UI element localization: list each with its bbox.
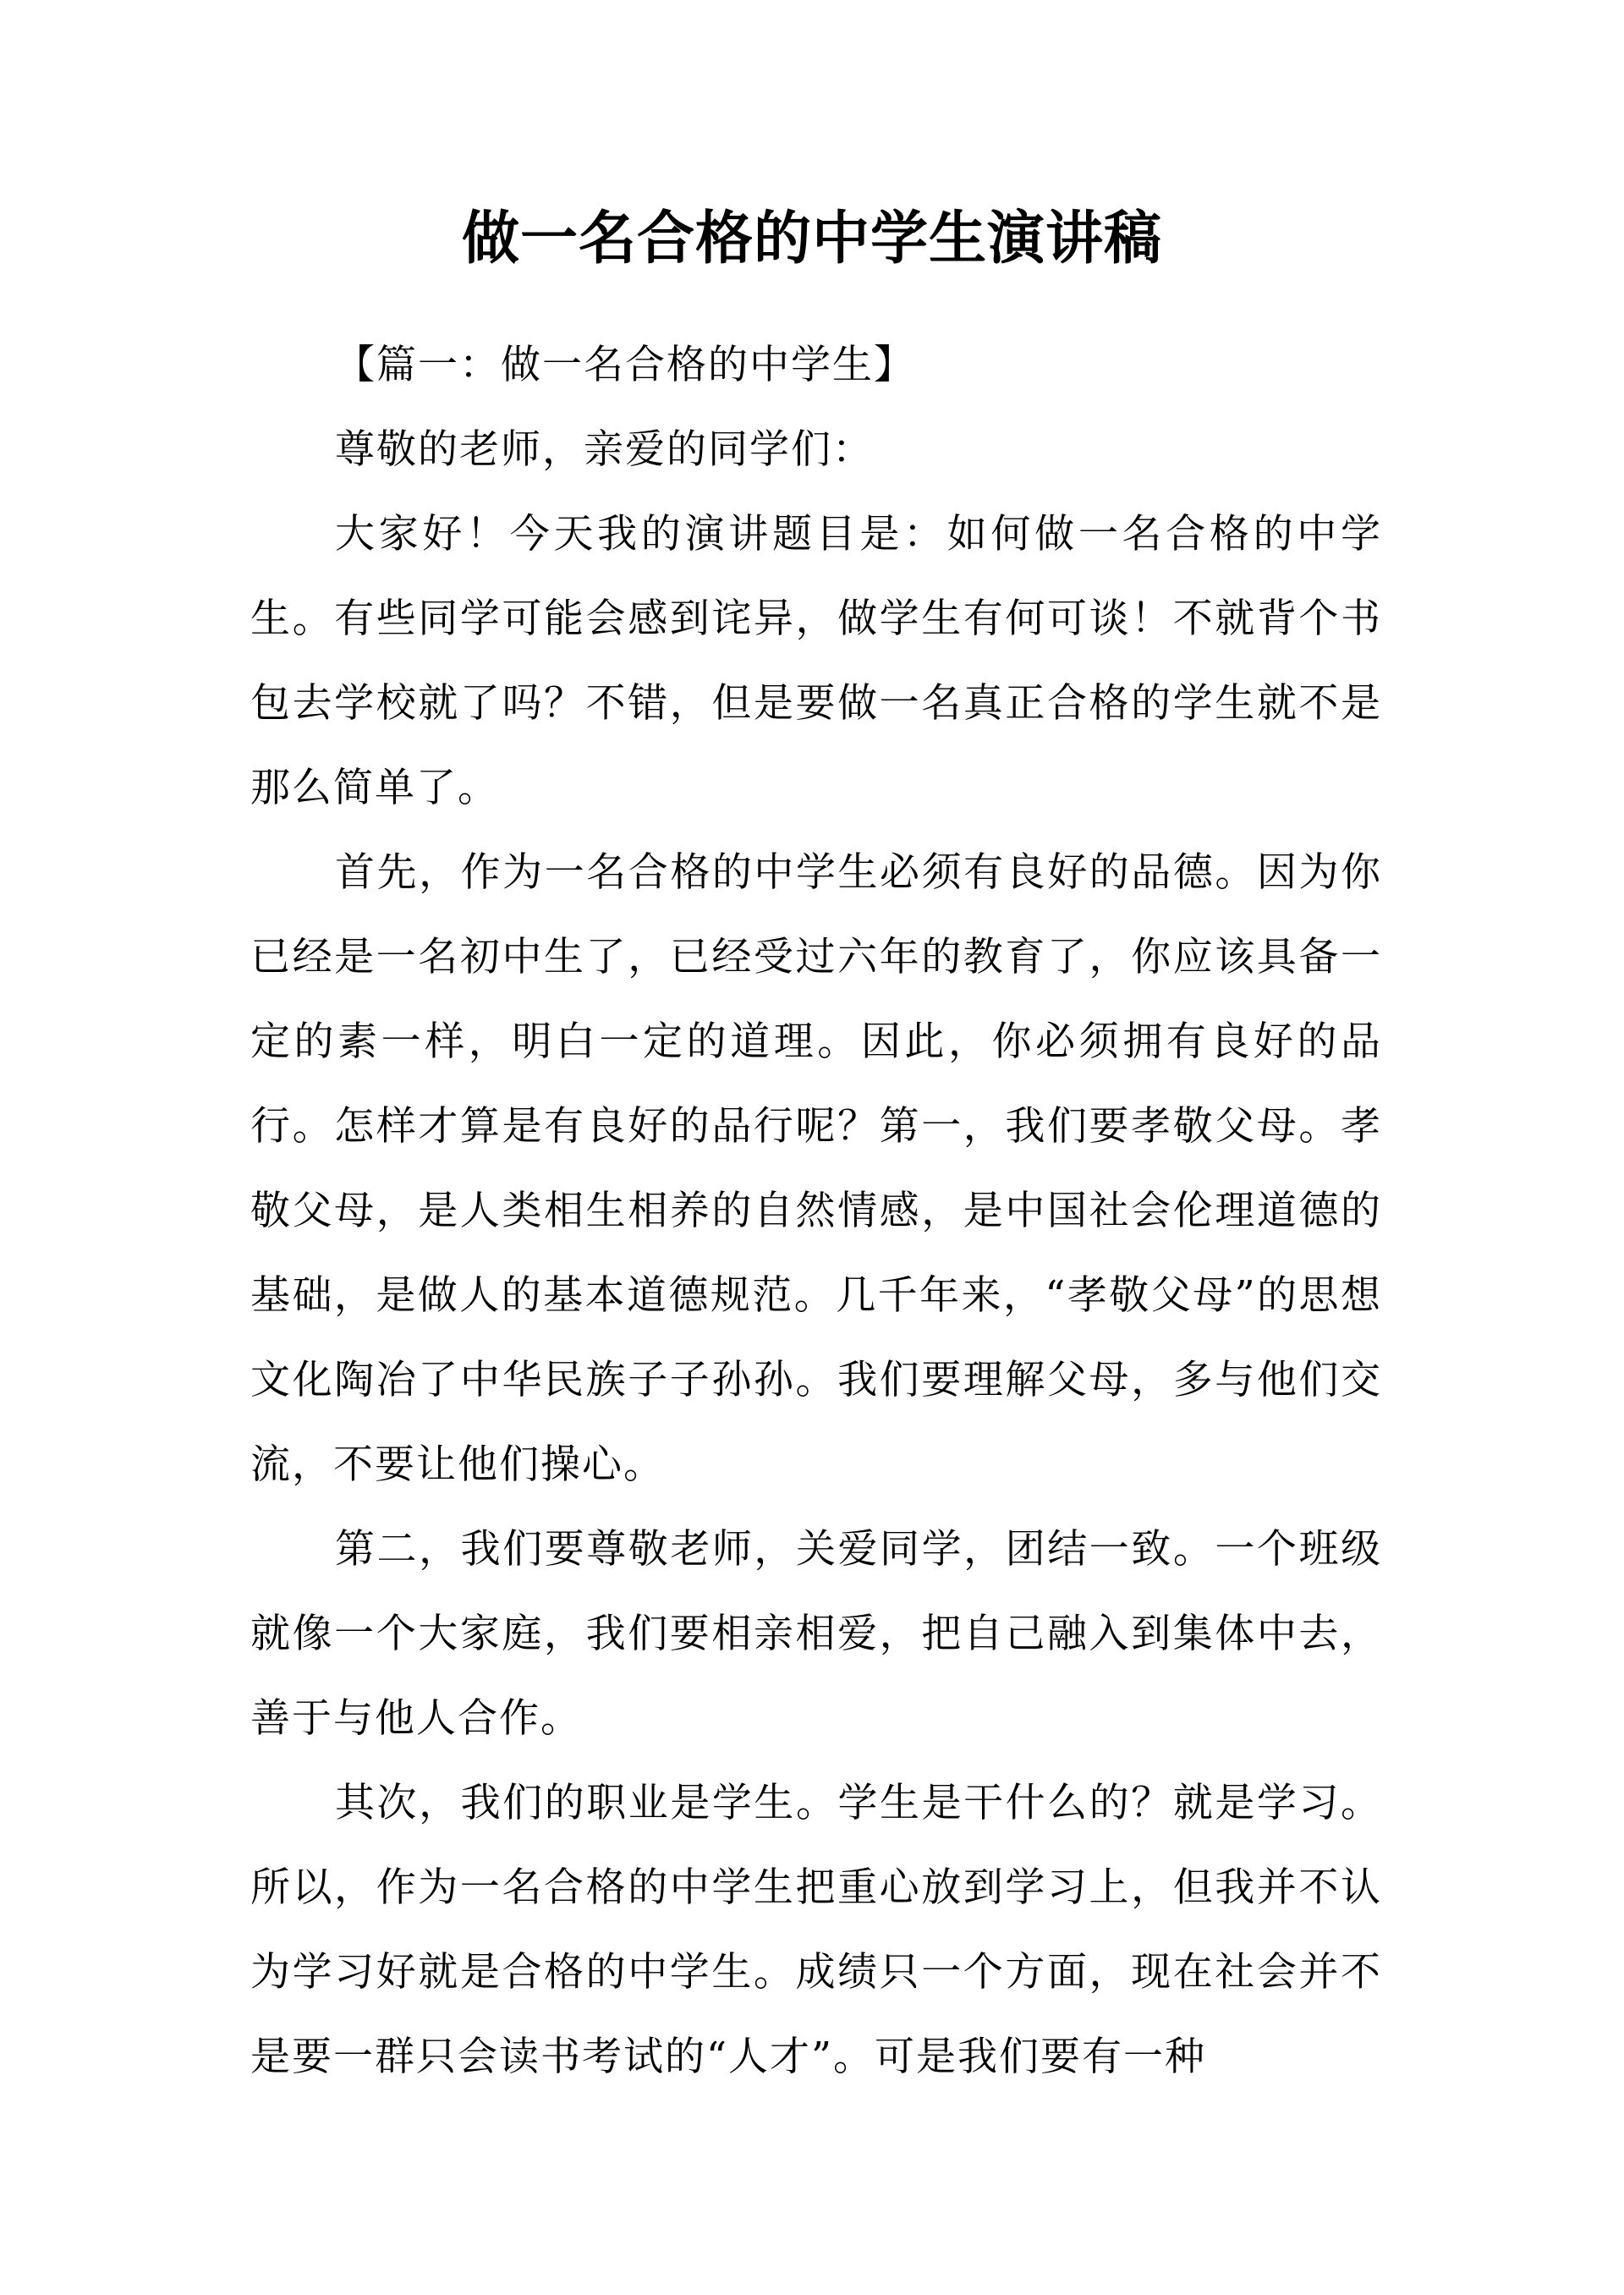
document-body <box>250 323 1382 2100</box>
paragraph-moral-character: 首先，作为一名合格的中学生必须有良好的品德。因为你已经是一名初中生了，已经受过六年的教育了，你应该具备一定的素一样，明白一定的道理。因此，你必须拥有良好的品行。怎样才算是有良好的品行呢？第一，我们要孝敬父母。孝敬父母，是人类相生相养的自然情感，是中国社会伦理道德的基础，是做人的基本道德规范。几千年来，“孝敬父母”的思想文化陶冶了中华民族子子孙孙。我们要理解父母，多与他们交流，不要让他们操心。 <box>250 849 1382 1488</box>
paragraph-introduction: 大家好！今天我的演讲题目是：如何做一名合格的中学生。有些同学可能会感到诧异，做学生有何可谈！不就背个书包去学校就了吗？不错，但是要做一名真正合格的学生就不是那么简单了。 <box>250 511 1382 811</box>
paragraph-salutation: 尊敬的老师，亲爱的同学们： <box>335 426 874 473</box>
paragraph-respect-teachers: 第二，我们要尊敬老师，关爱同学，团结一致。一个班级就像一个大家庭，我们要相亲相爱，把自己融入到集体中去，善于与他人合作。 <box>250 1526 1382 1742</box>
document-title: 做一名合格的中学生演讲稿 <box>461 206 1162 272</box>
section-heading: 【篇一：做一名合格的中学生】 <box>335 342 915 388</box>
paragraph-study: 其次，我们的职业是学生。学生是干什么的？就是学习。所以，作为一名合格的中学生把重心放到学习上，但我并不认为学习好就是合格的中学生。成绩只一个方面，现在社会并不是要一群只会读书考试的“人才”。可是我们要有一种 <box>250 1780 1382 2080</box>
